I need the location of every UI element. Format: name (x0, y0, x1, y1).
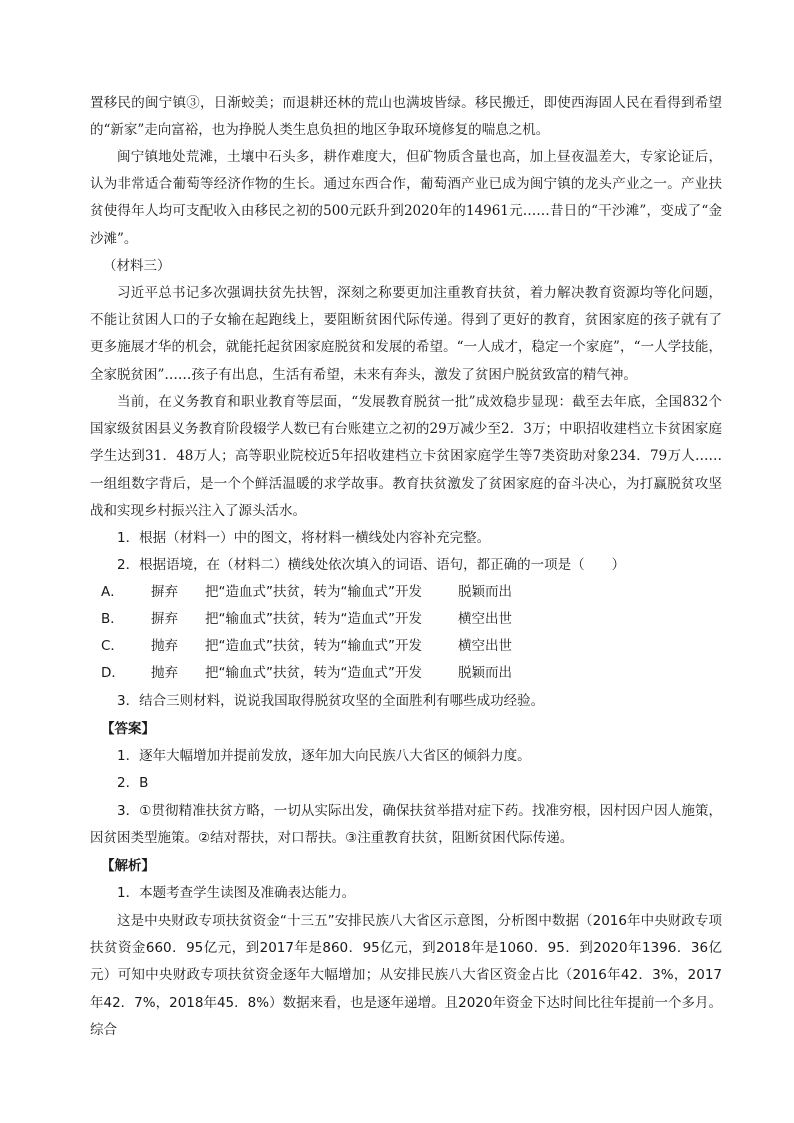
option-phrase: 把“造血式”扶贫，转为“输血式”开发 (205, 584, 422, 600)
question-3: 3．结合三则材料，说说我国取得脱贫攻坚的全面胜利有哪些成功经验。 (117, 693, 545, 709)
question-2: 2．根据语境，在（材料二）横线处依次填入的词语、语句，都正确的一项是（ ） (117, 557, 626, 573)
option-word: 摒弃 (151, 611, 178, 627)
option-letter: A． (101, 584, 124, 600)
option-idiom: 脱颖而出 (458, 584, 512, 600)
material3-paragraph-1: 习近平总书记多次强调扶贫先扶智，深刻之称要更加注重教育扶贫，着力解决教育资源均等化问题，不能让贫困人口的子女输在起跑线上，要阻断贫困代际传递。得到了更好的教育，贫困家庭的孩子就有了更多施展才华的机会，就能托起贫困家庭脱贫和发展的希望。“一人成才，稳定一个家庭”，“一人学技能，全家脱贫困”……孩子有出息，生活有希望，未来有奔头，激发了贫困户脱贫致富的精气神。 (90, 285, 722, 383)
option-a (101, 579, 733, 606)
analysis-heading: 【解析】 (101, 858, 155, 874)
option-b (101, 606, 733, 633)
option-phrase: 把“输血式”扶贫，转为“造血式”开发 (205, 611, 422, 627)
material2-paragraph-1: 置移民的闽宁镇③，日渐蛟美；而退耕还林的荒山也满坡皆绿。移民搬迁，即使西海固人民在看得到希望的“新家”走向富裕，也为挣脱人类生息负担的地区争取环境修复的喘息之机。 (90, 95, 722, 139)
answer-2: 2．B (117, 775, 149, 791)
material2-paragraph-2: 闽宁镇地处荒滩，土壤中石头多，耕作难度大，但矿物质含量也高，加上昼夜温差大，专家论证后，认为非常适合葡萄等经济作物的生长。通过东西合作，葡萄酒产业已成为闽宁镇的龙头产业之一。产业扶贫使得年人均可支配收入由移民之初的500元跃升到2020年的14961元……昔日的“干沙滩”，变成了“金沙滩”。 (90, 149, 722, 247)
analysis-paragraph-1: 1．本题考查学生读图及准确表达能力。 (117, 885, 356, 901)
question-1: 1．根据（材料一）中的图文，将材料一横线处内容补充完整。 (117, 530, 491, 546)
answer-3: 3．①贯彻精准扶贫方略，一切从实际出发，确保扶贫举措对症下药。找准穷根，因村因户因人施策，因贫困类型施策。②结对帮扶，对口帮扶。③注重教育扶贫，阻断贫困代际传递。 (90, 803, 722, 847)
option-c (101, 633, 733, 660)
option-d (101, 660, 733, 687)
option-phrase: 把“输血式”扶贫，转为“造血式”开发 (205, 665, 422, 681)
option-word: 摒弃 (151, 584, 178, 600)
material3-heading: （材料三） (103, 258, 171, 274)
option-idiom: 横空出世 (458, 638, 512, 654)
option-idiom: 脱颖而出 (458, 665, 512, 681)
option-word: 抛弃 (151, 665, 178, 681)
option-phrase: 把“造血式”扶贫，转为“输血式”开发 (205, 638, 422, 654)
material3-paragraph-2: 当前，在义务教育和职业教育等层面，“发展教育脱贫一批”成效稳步显现：截至去年底，全国832个国家级贫困县义务教育阶段辍学人数已有台账建立之初的29万减少至2．3万；中职招收建档立卡贫困家庭学生达到31．48万人；高等职业院校近5年招收建档立卡贫困家庭学生等7类资助对象234．79万人……一组组数字背后，是一个个鲜活温暖的求学故事。教育扶贫激发了贫困家庭的奋斗决心，为打赢脱贫攻坚战和实现乡村振兴注入了源头活水。 (90, 394, 722, 519)
option-letter: B． (101, 611, 124, 627)
option-word: 抛弃 (151, 638, 178, 654)
option-idiom: 横空出世 (458, 611, 512, 627)
analysis-paragraph-2: 这是中央财政专项扶贫资金“十三五”安排民族八大省区示意图，分析图中数据（2016年中央财政专项扶贫资金660．95亿元，到2017年是860．95亿元，到2018年是1060．95．到2020年1396．36亿元）可知中央财政专项扶贫资金逐年大幅增加；从安排民族八大省区资金占比（2016年42．3%，2017年42．7%，2018年45．8%）数据来看，也是逐年递增。且2020年资金下达时间比往年提前一个多月。综合 (90, 913, 722, 1038)
answer-heading: 【答案】 (101, 721, 155, 737)
answer-1: 1．逐年大幅增加并提前发放，逐年加大向民族八大省区的倾斜力度。 (117, 748, 531, 764)
option-letter: D． (101, 665, 125, 681)
option-letter: C． (101, 638, 124, 654)
